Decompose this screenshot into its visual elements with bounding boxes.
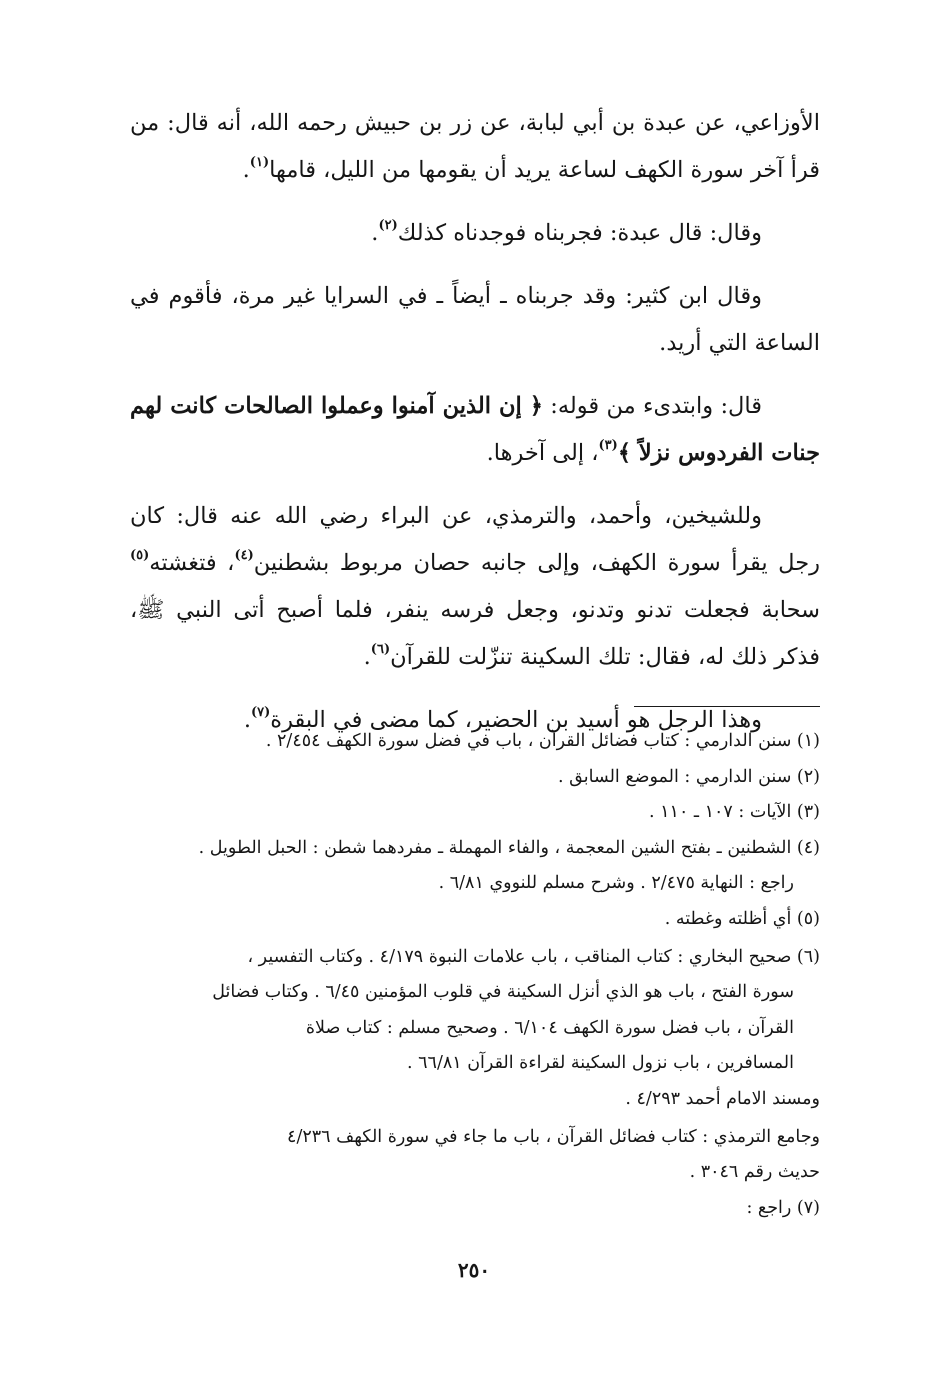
paragraph-1-line-2: من قرأ آخر سورة الكهف لساعة يريد أن يقومها من الليل، قامها — [130, 110, 820, 183]
footnote-4: (٤) الشطنين ـ بفتح الشين المعجمة ، والفاء المهملة ـ مفردهما شطن : الحبل الطويل . — [198, 837, 820, 858]
footnotes — [120, 724, 820, 1226]
paragraph-5-end: . — [363, 644, 371, 670]
paragraph-3-text: وقال ابن كثير: وقد جربناه ـ أيضاً ـ في السرايا غير مرة، فأقوم في الساعة التي أريد. — [130, 283, 820, 356]
footnote-6-line-5: ومسند الامام أحمد ٤/٢٩٣ . — [625, 1088, 820, 1109]
paragraph-6-end: . — [243, 707, 251, 733]
paragraph-2 — [130, 210, 820, 257]
footnote-5: (٥) أي أظلته وغطته . — [664, 908, 820, 929]
footnote-ref-3: (٣) — [598, 438, 618, 453]
footnote-6-line-2: سورة الفتح ، باب هو الذي أنزل السكينة في قلوب المؤمنين ٦/٤٥ . وكتاب فضائل — [212, 982, 794, 1003]
footnote-6-line-7: حديث رقم ٣٠٤٦ . — [689, 1162, 820, 1183]
footnote-separator — [634, 706, 820, 707]
paragraph-5 — [130, 493, 820, 681]
paragraph-4-tail: ، إلى آخرها. — [486, 440, 599, 466]
paragraph-5-part-2: ، فتغشته — [149, 550, 235, 576]
footnote-ref-5: (٥) — [130, 548, 150, 563]
paragraph-2-end: . — [371, 220, 379, 246]
paragraph-2-text: وقال: قال عبدة: فجربناه فوجدناه كذلك — [397, 220, 762, 246]
footnote-6-line-4: المسافرين ، باب نزول السكينة لقراءة القرآن ٦٦/٨١ . — [407, 1053, 794, 1074]
footnote-7: (٧) راجع : — [746, 1197, 820, 1218]
paragraph-6-text: وهذا الرجل هو أسيد بن الحضير، كما مضى في البقرة — [270, 707, 762, 733]
footnote-6: (٦) صحيح البخاري : كتاب المناقب ، باب علامات النبوة ٤/١٧٩ . وكتاب التفسير ، — [247, 946, 820, 967]
paragraph-5-part-1: وللشيخين، وأحمد، والترمذي، عن البراء رضي الله عنه قال: كان رجل يقرأ سورة الكهف، وإلى جانبه حصان مربوط بشطنين — [130, 503, 820, 576]
paragraph-4 — [130, 383, 820, 477]
footnote-ref-7: (٧) — [250, 705, 271, 720]
footnote-ref-4: (٤) — [234, 548, 254, 563]
page-number: ٢٥٠ — [457, 1258, 491, 1282]
footnote-4-continuation: راجع : النهاية ٢/٤٧٥ . وشرح مسلم للنووي ٦/٨١ . — [438, 873, 794, 894]
footnote-ref-6: (٦) — [370, 642, 391, 657]
quran-verse: ﴿ إن الذين آمنوا وعملوا الصالحات كانت لهم جنات الفردوس نزلاً ﴾ — [130, 393, 820, 466]
footnote-6-line-3: القرآن ، باب فضل سورة الكهف ٦/١٠٤ . وصحيح مسلم : كتاب صلاة — [305, 1017, 794, 1038]
paragraph-4-lead: قال: وابتدىء من قوله: — [550, 393, 762, 419]
footnote-ref-2: (٢) — [378, 218, 398, 233]
footnote-ref-1: (١) — [249, 155, 270, 170]
paragraph-1-line-1: الأوزاعي، عن عبدة بن أبي لبابة، عن زر بن حبيش رحمه الله، أنه قال: — [167, 110, 820, 136]
paragraph-1 — [130, 100, 820, 194]
footnote-3: (٣) الآيات : ١٠٧ ـ ١١٠ . — [649, 802, 820, 823]
footnote-1: (١) سنن الدارمي : كتاب فضائل القرآن ، باب في فضل سورة الكهف ٢/٤٥٤ . — [265, 731, 820, 751]
paragraph-5-part-3: سحابة فجعلت تدنو وتدنو، وجعل فرسه ينفر، فلما أصبح أتى النبي ﷺ، فذكر ذلك له، فقال: تلك السكينة تنزّلت للقرآن — [130, 597, 820, 670]
paragraph-3 — [130, 273, 820, 367]
footnote-2: (٢) سنن الدارمي : الموضع السابق . — [558, 766, 820, 787]
paragraph-1-end: . — [242, 157, 250, 183]
main-text — [130, 100, 820, 760]
footnote-6-line-6: وجامع الترمذي : كتاب فضائل القرآن ، باب ما جاء في سورة الكهف ٤/٢٣٦ — [287, 1126, 820, 1147]
